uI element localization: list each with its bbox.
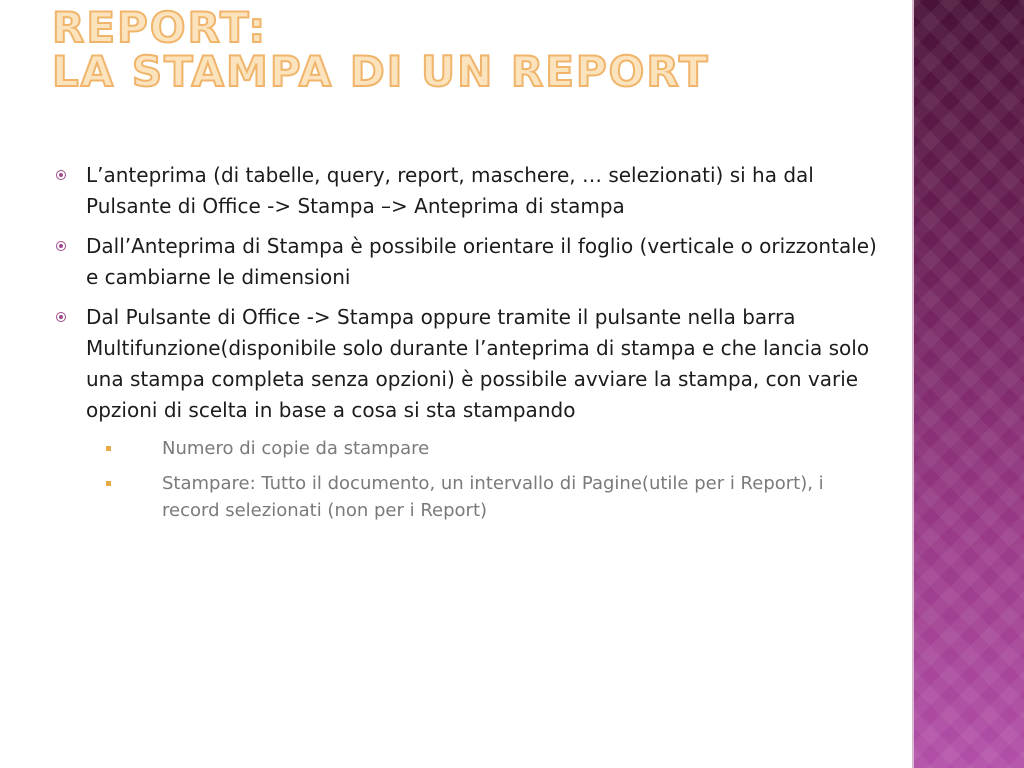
circle-bullet-icon [56,312,66,322]
bullet-item [56,231,894,293]
circle-bullet-icon [56,170,66,180]
bullet-item [56,160,894,222]
sub-bullet-text: Stampare: Tutto il documento, un intervallo di Pagine(utile per i Report), i record selezionati (non per i Report) [162,473,824,521]
bullet-item [56,302,894,426]
title-line-2: LA STAMPA DI UN REPORT [52,47,710,96]
bullet-text: L’anteprima (di tabelle, query, report, maschere, … selezionati) si ha dal Pulsante di Office -> Stampa –> Anteprima di stampa [86,163,814,218]
bullet-text: Dal Pulsante di Office -> Stampa oppure tramite il pulsante nella barra Multifunzione(disponibile solo durante l’anteprima di stampa e che lancia solo una stampa completa senza opzioni) è possibile avviare la stampa, con varie opzioni di scelta in base a cosa si sta stampando [86,305,870,422]
slide-body [56,160,894,532]
bullet-text: Dall’Anteprima di Stampa è possibile orientare il foglio (verticale o orizzontale) e cambiarne le dimensioni [86,234,877,289]
circle-bullet-icon [56,241,66,251]
slide-title [52,3,710,96]
sub-bullet-item [162,435,842,462]
sub-bullet-text: Numero di copie da stampare [162,438,430,459]
sub-bullet-item [162,470,842,524]
square-bullet-icon [106,481,111,486]
decorative-side-band [912,0,1024,768]
square-bullet-icon [106,446,111,451]
title-line-1: REPORT: [52,3,268,52]
